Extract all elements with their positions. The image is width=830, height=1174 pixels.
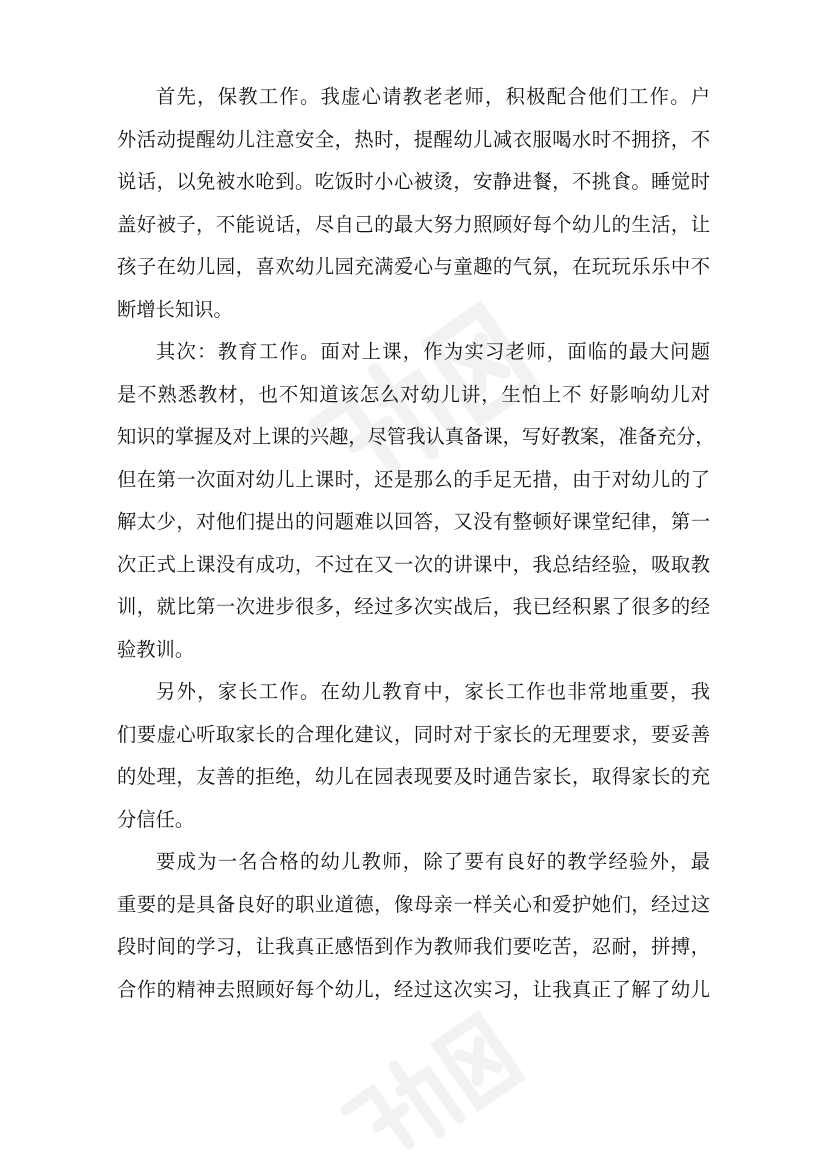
text-line: 段时间的学习，让我真正感悟到作为教师我们要吃苦，忍耐，拼搏， [117, 935, 710, 958]
paragraph-conclusion [117, 841, 710, 1011]
text-line: 训，就比第一次进步很多，经过多次实战后，我已经积累了很多的经 [117, 595, 710, 618]
text-line: 分信任。 [117, 807, 195, 831]
text-line: 但在第一次面对幼儿上课时，还是那么的手足无措，由于对幼儿的了 [117, 467, 710, 491]
text-line: 知识的掌握及对上课的兴趣，尽管我认真备课，写好教案，准备充分， [117, 425, 715, 448]
text-line: 是不熟悉教材，也不知道该怎么对幼儿讲，生怕上不 好影响幼儿对 [117, 382, 710, 406]
text-line: 重要的是具备良好的职业道德，像母亲一样关心和爱护她们，经过这 [117, 892, 710, 916]
text-line: 解太少，对他们提出的问题难以回答，又没有整顿好课堂纪律，第一 [117, 510, 710, 533]
text-line: 断增长知识。 [117, 297, 233, 321]
text-line: 合作的精神去照顾好每个幼儿，经过这次实习，让我真正了解了幼儿 [117, 977, 710, 1001]
text-line: 外活动提醒幼儿注意安全，热时，提醒幼儿减衣服喝水时不拥挤，不 [117, 127, 710, 151]
text-line: 们要虚心听取家长的合理化建议，同时对于家长的无理要求，要妥善 [117, 722, 710, 746]
watermark-logo-icon [330, 1010, 530, 1170]
text-line: 要成为一名合格的幼儿教师，除了要有良好的教学经验外，最 [156, 850, 710, 873]
document-body [117, 76, 715, 1011]
paragraph-childcare-work [117, 76, 710, 331]
paragraph-parent-work [117, 671, 710, 841]
text-line: 孩子在幼儿园，喜欢幼儿园充满爱心与童趣的气氛，在玩玩乐乐中不 [117, 255, 710, 278]
text-line: 盖好被子，不能说话，尽自己的最大努力照顾好每个幼儿的生活，让 [117, 212, 710, 236]
text-line: 的处理，友善的拒绝，幼儿在园表现要及时通告家长，取得家长的充 [117, 765, 710, 788]
text-line: 其次：教育工作。面对上课，作为实习老师，面临的最大问题 [156, 340, 710, 363]
text-line: 次正式上课没有成功，不过在又一次的讲课中，我总结经验，吸取教 [117, 552, 710, 576]
text-line: 另外，家长工作。在幼儿教育中，家长工作也非常地重要，我 [156, 680, 710, 703]
paragraph-education-work [117, 331, 715, 671]
text-line: 首先，保教工作。我虚心请教老老师，积极配合他们工作。户 [156, 85, 710, 108]
text-line: 验教训。 [117, 637, 195, 661]
text-line: 说话，以免被水呛到。吃饭时小心被烫，安静进餐，不挑食。睡觉时 [117, 170, 710, 193]
